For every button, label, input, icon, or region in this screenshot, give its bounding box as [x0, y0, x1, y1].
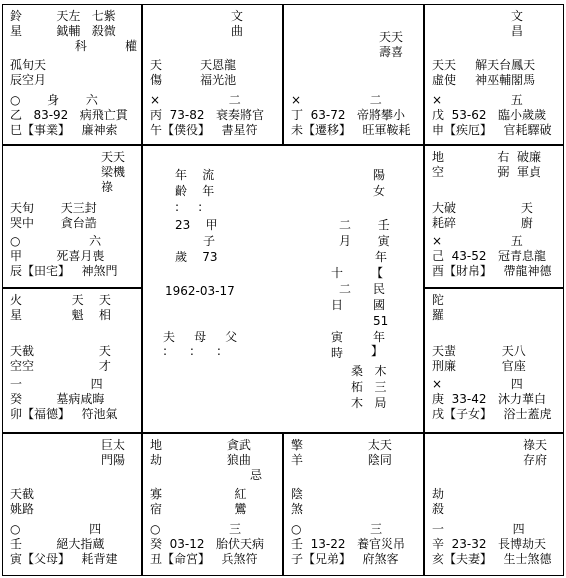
palace-chen-line-3: ○ 六 [10, 234, 102, 248]
palace-yin [2, 433, 142, 576]
palace-chen-line-2: 哭中 貪台誥 [10, 216, 97, 230]
palace-chou-top-3: 忌 [250, 468, 263, 482]
palace-xu [424, 288, 564, 433]
palace-hai [424, 433, 564, 576]
palace-zi-top-1: 擎 太天 [291, 438, 392, 452]
center-birth: 1962-03-17 [165, 284, 235, 298]
center-col-1b: 齡 年 [175, 184, 215, 198]
center-sang-mu: 桑 木 [351, 364, 387, 378]
center-mu-ju: 木 局 [351, 396, 387, 410]
palace-zi-line-1: 陰 [291, 487, 304, 501]
palace-zi-line-4: 壬 13-22 養官災吊 [291, 537, 405, 551]
palace-mao-line-4: 癸 墓病咸晦 [10, 392, 105, 406]
palace-wei-line-2: 丁 63-72 帝將攀小 [291, 108, 405, 122]
center-shi2: 時 [331, 346, 344, 360]
center-min: 民 [373, 282, 386, 296]
center-age-3: 歲 73 [175, 250, 218, 264]
center-panel [142, 145, 424, 433]
palace-chou-line-1: 寡 紅 [150, 487, 247, 501]
palace-yin-top-2: 門陽 [101, 453, 126, 467]
palace-hai-top-1: 祿天 [523, 438, 548, 452]
palace-yin-top-1: 巨太 [101, 438, 126, 452]
palace-yin-line-3: ○ 四 [10, 522, 102, 536]
palace-wei-line-3: 未【遷移】 旺軍鞍耗 [291, 123, 411, 137]
palace-mao-top-2: 星 魁 相 [10, 308, 111, 322]
center-nian2: 年 [373, 330, 386, 344]
palace-you-line-1: 大破 天 [432, 201, 533, 215]
palace-wu-top-2: 曲 [231, 24, 244, 38]
palace-si-line-5: 巳【事業】 廉神索 [10, 123, 118, 137]
palace-chen-line-5: 辰【田宅】 神煞門 [10, 264, 118, 278]
palace-zi-line-2: 煞 [291, 502, 304, 516]
palace-si-line-1: 孤旬天 [10, 58, 47, 72]
palace-chen-line-4: 甲 死喜月喪 [10, 249, 105, 263]
palace-chou-line-2: 宿 鸞 [150, 502, 247, 516]
palace-chen-top-1: 天天 [101, 150, 126, 164]
center-shi: 十 [331, 266, 344, 280]
palace-wei-top-1: 天天 [379, 30, 404, 44]
center-zhe-san: 柘 三 [351, 380, 387, 394]
palace-mao-top-1: 火 天 天 [10, 293, 111, 307]
center-col-1a: 年 流 [175, 168, 215, 182]
palace-mao-line-1: 天截 天 [10, 344, 111, 358]
palace-zi-line-3: ○ 三 [291, 522, 383, 536]
palace-you-line-3: × 五 [432, 234, 523, 248]
palace-wu-top-1: 文 [231, 9, 244, 23]
palace-si-stars-3: 科 權 [10, 39, 137, 53]
palace-hai-line-2: 殺 [432, 502, 445, 516]
palace-zi-line-5: 子【兄弟】 府煞客 [291, 552, 399, 566]
palace-shen-line-3: × 五 [432, 93, 523, 107]
center-guo: 國 [373, 298, 386, 312]
palace-shen-line-2: 虛使 神巫輔閣馬 [432, 73, 536, 87]
palace-xu-line-5: 戌【子女】 浴士蓋虎 [432, 407, 552, 421]
palace-chou-line-4: 癸 03-12 胎伏天病 [150, 537, 264, 551]
center-yang: 陽 [373, 168, 386, 182]
palace-wu-line-5: 午【僕役】 書星符 [150, 123, 258, 137]
palace-wei [283, 4, 424, 145]
palace-chou-line-3: ○ 三 [150, 522, 242, 536]
center-er-ri: 二 [339, 282, 352, 296]
palace-zi [283, 433, 424, 576]
center-ri: 日 [331, 298, 344, 312]
palace-wei-top-2: 壽喜 [379, 45, 404, 59]
center-relations-colon: : : : [163, 344, 221, 358]
palace-zi-top-2: 羊 陰同 [291, 453, 392, 467]
center-er-yue: 二 壬 [339, 218, 390, 232]
palace-shen-line-5: 申【疾厄】 官耗驛破 [432, 123, 552, 137]
palace-mao-line-2: 空空 才 [10, 359, 111, 373]
palace-chou [142, 433, 283, 576]
center-51: 51 [373, 314, 389, 328]
palace-chen-line-1: 天旬 天三封 [10, 201, 97, 215]
palace-xu-line-2: 刑廉 官座 [432, 359, 526, 373]
palace-wu-line-3: × 二 [150, 93, 241, 107]
palace-chou-line-5: 丑【命宮】 兵煞符 [150, 552, 258, 566]
palace-mao [2, 288, 142, 433]
palace-xu-top-2: 羅 [432, 308, 445, 322]
palace-si-stars-1: 鈴 天左 七紫 [10, 9, 116, 23]
palace-xu-line-1: 天蜚 天八 [432, 344, 526, 358]
center-yin: 寅 [331, 330, 344, 344]
palace-wu-line-2: 傷 福光池 [150, 73, 237, 87]
center-age-2: 子 [203, 234, 216, 248]
palace-hai-line-3: 一 四 [432, 522, 525, 536]
palace-hai-top-2: 存府 [523, 453, 548, 467]
palace-xu-top-1: 陀 [432, 293, 445, 307]
palace-you-line-2: 耗碎 廚 [432, 216, 533, 230]
center-yue-yin: 月 寅 [339, 234, 390, 248]
palace-chou-top-1: 地 貪武 [150, 438, 251, 452]
palace-you-top-1: 地 右 破廉 [432, 150, 542, 164]
palace-wu [142, 4, 283, 145]
palace-shen [424, 4, 564, 145]
palace-wu-line-1: 天 天恩龍 [150, 58, 237, 72]
palace-you-top-2: 空 弼 軍貞 [432, 165, 542, 179]
palace-chou-top-2: 劫 狼曲 [150, 453, 251, 467]
center-relations: 夫 母 父 [163, 330, 238, 344]
palace-shen-line-1: 天天 解天台鳳天 [432, 58, 536, 72]
palace-shen-top-2: 昌 [511, 24, 524, 38]
palace-wei-line-1: × 二 [291, 93, 382, 107]
palace-si-line-3: ○ 身 六 [10, 93, 98, 107]
palace-wu-line-4: 丙 73-82 衰奏將官 [150, 108, 264, 122]
palace-chen-top-2: 梁機 [101, 165, 126, 179]
palace-xu-line-3: × 四 [432, 377, 523, 391]
palace-yin-line-1: 天截 [10, 487, 35, 501]
palace-si-stars-2: 星 鉞輔 殺微 [10, 24, 116, 38]
palace-hai-line-4: 辛 23-32 長博劫天 [432, 537, 546, 551]
center-nv: 女 [373, 184, 386, 198]
palace-hai-line-1: 劫 [432, 487, 445, 501]
palace-shen-top-1: 文 [511, 9, 524, 23]
palace-si [2, 4, 142, 145]
center-bracket-1: 【 [371, 266, 384, 280]
palace-xu-line-4: 庚 33-42 沐力華白 [432, 392, 546, 406]
center-age: 23 甲 [175, 218, 218, 232]
center-bracket-2: 】 [371, 344, 384, 358]
center-nian: 年 [375, 250, 388, 264]
palace-chen [2, 145, 142, 288]
palace-you [424, 145, 564, 288]
palace-si-line-2: 辰空月 [10, 73, 47, 87]
palace-you-line-5: 酉【財帛】 帶龍神德 [432, 264, 552, 278]
palace-si-line-4: 乙 83-92 病飛亡貫 [10, 108, 128, 122]
palace-yin-line-4: 壬 絕大指蔵 [10, 537, 105, 551]
palace-hai-line-5: 亥【夫妻】 生士煞德 [432, 552, 552, 566]
palace-yin-line-2: 姚路 [10, 502, 35, 516]
palace-yin-line-5: 寅【父母】 耗背建 [10, 552, 118, 566]
palace-chen-top-3: 祿 [101, 180, 114, 194]
palace-shen-line-4: 戊 53-62 臨小歲歲 [432, 108, 546, 122]
palace-you-line-4: 己 43-52 冠青息龍 [432, 249, 546, 263]
palace-mao-line-3: 一 四 [10, 377, 103, 391]
center-col-1c: : : [175, 200, 203, 214]
palace-mao-line-5: 卯【福德】 符池氣 [10, 407, 118, 421]
